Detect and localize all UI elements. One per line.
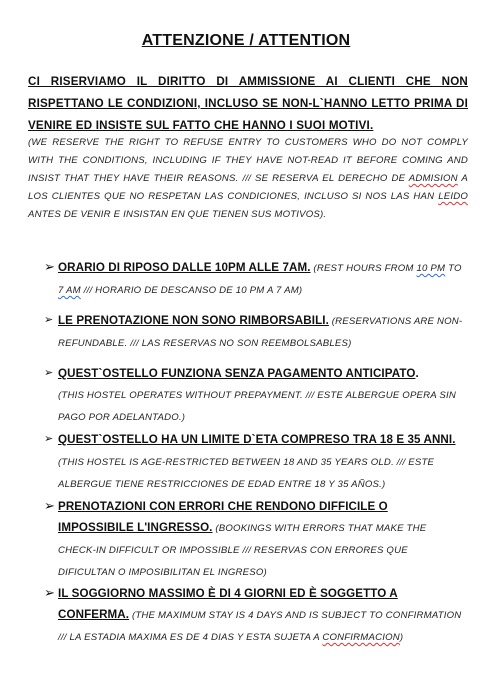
arrow-bullet-icon: ➢ (44, 314, 54, 326)
rule-item-body (58, 363, 464, 428)
rule-translation-part: (REST HOURS FROM (310, 263, 417, 274)
rule-item-body (58, 583, 464, 648)
arrow-bullet-icon: ➢ (44, 498, 55, 513)
rule-translation: (THIS HOSTEL IS AGE-RESTRICTED BETWEEN 18 AND 35 YEARS OLD. /// ESTE ALBERGUE TIENE RESTRICCIONES DE EDAD ENTRE 18 Y 35 AÑOS.) (58, 457, 435, 490)
intro-italian: CI RISERVIAMO IL DIRITTO DI AMMISSIONE AI CLIENTI CHE NON RISPETTANO LE CONDIZIONI, INCLUSO SE NON-L`HANNO LETTO PRIMA DI VENIRE ED INSISTE SUL FATTO CHE HANNO I SUOI MOTIVI. (28, 75, 468, 132)
arrow-bullet-icon: ➢ (44, 433, 54, 445)
intro-translation (28, 134, 468, 224)
rule-translation-part: (THE MAXIMUM STAY IS 4 DAYS AND IS SUBJECT TO CONFIRMATION /// LA ESTADIA MAXIMA ES DE 4 DIAS Y ESTA SUJETA A (58, 610, 462, 643)
rule-heading: QUEST`OSTELLO HA UN LIMITE D`ETA COMPRESO TRA 18 E 35 ANNI. (58, 433, 456, 446)
rule-item-body (58, 310, 464, 354)
rule-translation-part: TO (445, 263, 462, 274)
intro-translation-word-leido: LEIDO (438, 191, 468, 202)
rule-heading: LE PRENOTAZIONE NON SONO RIMBORSABILI. (58, 314, 329, 327)
rule-translation-time-end: 7 AM (58, 285, 81, 296)
rule-item-body (58, 429, 464, 495)
page-title: ATTENZIONE / ATTENTION (141, 32, 351, 49)
intro-translation-word-admision: ADMISION (408, 173, 458, 184)
arrow-bullet-icon: ➢ (44, 585, 55, 600)
rule-translation-word-confirmacion: CONFIRMACION (322, 632, 400, 643)
rule-item-age-limit (44, 429, 464, 495)
rule-translation-part: /// HORARIO DE DESCANSO DE 10 PM A 7 AM) (80, 285, 303, 296)
intro-translation-part-a: (WE RESERVE THE RIGHT TO REFUSE ENTRY TO CUSTOMERS WHO DO NOT COMPLY WITH THE CONDITIONS, INCLUDING IF THEY HAVE NOT-READ IT BEFORE COMING AND INSIST THAT THEY HAVE THEIR REASONS. /// SE RESERVA EL DERECHO DE (28, 137, 468, 184)
rule-item-rest-hours (44, 257, 464, 301)
rule-heading: PRENOTAZIONI CON ERRORI CHE RENDONO DIFFICILE O IMPOSSIBILE L'INGRESSO. (58, 500, 388, 534)
intro-translation-part-c: ANTES DE VENIR E INSISTAN EN QUE TIENEN SUS MOTIVOS). (28, 209, 327, 220)
rule-item-booking-errors (44, 496, 464, 583)
rule-translation: (THIS HOSTEL OPERATES WITHOUT PREPAYMENT. /// ESTE ALBERGUE OPERA SIN PAGO POR ADELANTADO.) (58, 390, 456, 423)
rule-heading: IL SOGGIORNO MASSIMO È DI 4 GIORNI ED È SOGGETTO A CONFERMA. (58, 587, 398, 621)
arrow-bullet-icon: ➢ (44, 259, 55, 274)
intro-translation-part-b: A LOS CLIENTES QUE NO RESPETAN LAS CONDICIONES, INCLUSO SI NOS LAS HAN (28, 173, 468, 202)
rule-heading-period: . (415, 367, 419, 380)
rule-heading: ORARIO DI RIPOSO DALLE 10PM ALLE 7AM. (58, 261, 311, 274)
rule-item-max-stay (44, 583, 464, 648)
rule-translation: (BOOKINGS WITH ERRORS THAT MAKE THE CHECK-IN DIFFICULT OR IMPOSSIBLE /// RESERVAS CON ERRORES QUE DIFICULTAN O IMPOSIBILITAN EL INGRESO) (58, 523, 427, 578)
rule-item-body (58, 257, 464, 301)
rule-item-no-prepayment (44, 363, 464, 428)
rule-item-body (58, 496, 464, 583)
rule-item-non-refundable (44, 310, 464, 354)
rule-translation-time-start: 10 PM (416, 263, 446, 274)
arrow-bullet-icon: ➢ (44, 367, 54, 379)
rule-heading: QUEST`OSTELLO FUNZIONA SENZA PAGAMENTO ANTICIPATO (58, 367, 416, 380)
rule-translation-part: ) (399, 632, 404, 643)
rule-translation: (RESERVATIONS ARE NON-REFUNDABLE. /// LAS RESERVAS NO SON REEMBOLSABLES) (58, 316, 463, 349)
